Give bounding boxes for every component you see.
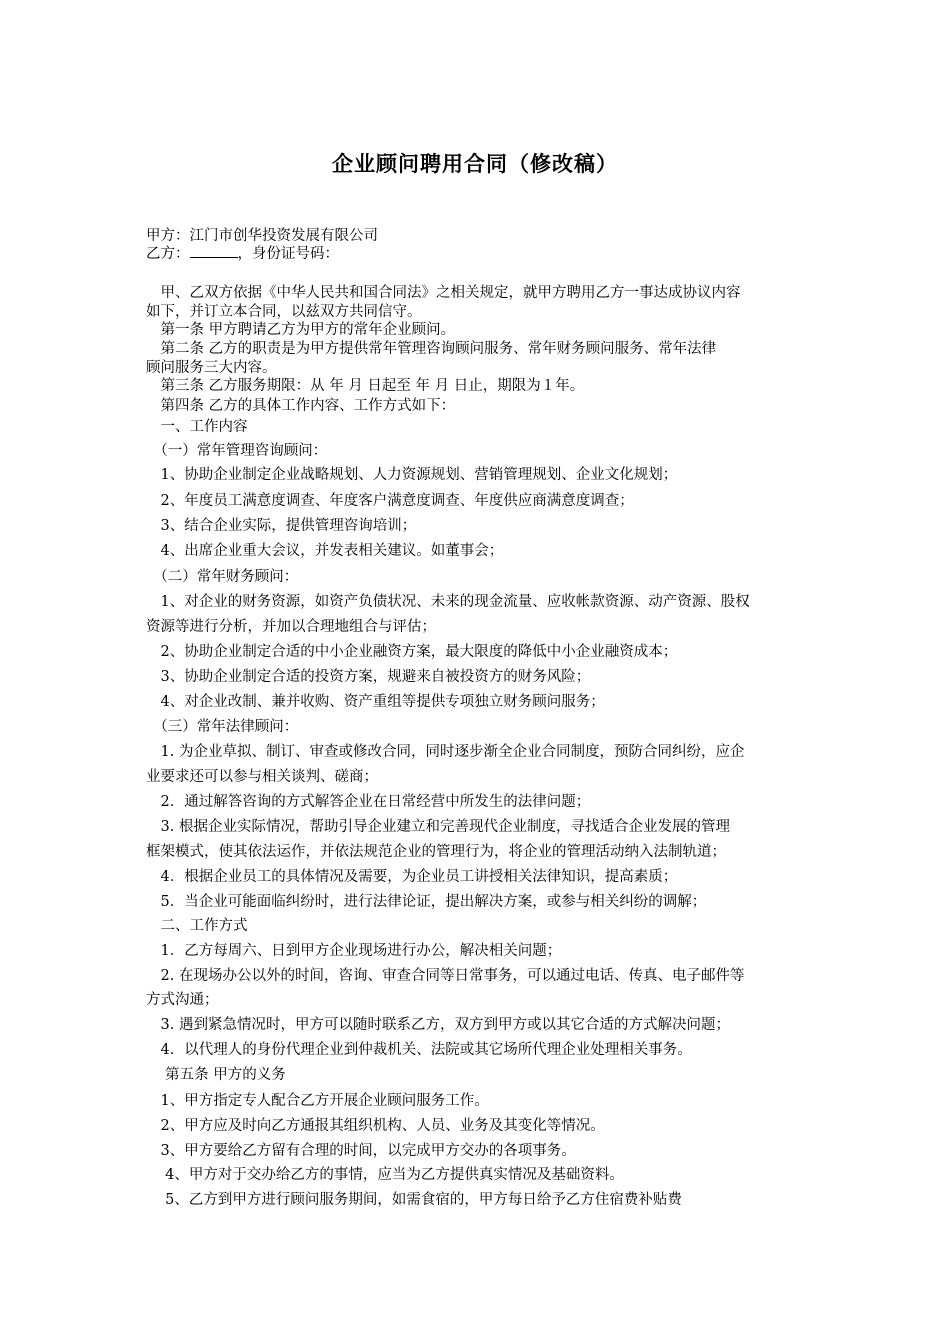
contract-line: 第五条 甲方的义务 (146, 1067, 286, 1083)
contract-line: 2、甲方应及时向乙方通报其组织机构、人员、业务及其变化等情况。 (146, 1118, 605, 1134)
contract-line: 4、甲方对于交办给乙方的事情，应当为乙方提供真实情况及基础资料。 (146, 1167, 624, 1183)
contract-line: 2. 在现场办公以外的时间，咨询、审查合同等日常事务，可以通过电话、传真、电子邮件等 (146, 968, 745, 984)
contract-line: 第三条 乙方服务期限：从 年 月 日起至 年 月 日止，期限为１年。 (146, 378, 585, 394)
contract-line: 第一条 甲方聘请乙方为甲方的常年企业顾问。 (146, 322, 456, 338)
contract-line: 1、甲方指定专人配合乙方开展企业顾问服务工作。 (146, 1093, 489, 1109)
party-b-name-blank (190, 245, 238, 258)
contract-line: 1．乙方每周六、日到甲方企业现场进行办公，解决相关问题； (146, 943, 562, 959)
contract-line: 业要求还可以参与相关谈判、磋商； (146, 769, 378, 785)
contract-line: 3. 根据企业实际情况，帮助引导企业建立和完善现代企业制度，寻找适合企业发展的管理 (146, 819, 730, 835)
party-b (146, 245, 339, 263)
contract-line: 资源等进行分析，并加以合理地组合与评估； (146, 619, 436, 635)
contract-line: 方式沟通； (146, 992, 219, 1008)
contract-line: 4．以代理人的身份代理企业到仲裁机关、法院或其它场所代理企业处理相关事务。 (146, 1042, 692, 1058)
contract-line: 2．通过解答咨询的方式解答企业在日常经营中所发生的法律问题； (146, 794, 591, 810)
contract-line: 3、甲方要给乙方留有合理的时间，以完成甲方交办的各项事务。 (146, 1143, 576, 1159)
contract-line: 顾问服务三大内容。 (146, 360, 277, 376)
contract-line: （一）常年管理咨询顾问： (146, 443, 328, 459)
contract-line: 1、对企业的财务资源，如资产负债状况、未来的现金流量、应收帐款资源、动产资源、股权 (146, 594, 750, 610)
contract-line: 4、出席企业重大会议，并发表相关建议。如董事会； (146, 543, 504, 559)
contract-line: 5、乙方到甲方进行顾问服务期间，如需食宿的，甲方每日给予乙方住宿费补贴费 (146, 1192, 682, 1208)
contract-line: 如下，并订立本合同，以兹双方共同信守。 (146, 304, 422, 320)
contract-line: 4．根据企业员工的具体情况及需要，为企业员工讲授相关法律知识，提高素质； (146, 869, 678, 885)
contract-line: 第四条 乙方的具体工作内容、工作方式如下： (146, 398, 456, 414)
party-b-label: 乙方： (146, 246, 190, 262)
contract-line: 第二条 乙方的职责是为甲方提供常年管理咨询顾问服务、常年财务顾问服务、常年法律 (146, 341, 717, 357)
party-b-id-label: ，身份证号码： (237, 246, 339, 262)
party-a: 甲方：江门市创华投资发展有限公司 (146, 228, 378, 244)
contract-line: 2、协助企业制定合适的中小企业融资方案，最大限度的降低中小企业融资成本； (146, 644, 678, 660)
contract-line: 4、对企业改制、兼并收购、资产重组等提供专项独立财务顾问服务； (146, 694, 605, 710)
contract-line: 2、年度员工满意度调查、年度客户满意度调查、年度供应商满意度调查； (146, 493, 634, 509)
contract-line: 5．当企业可能面临纠纷时，进行法律论证，提出解决方案，或参与相关纠纷的调解； (146, 894, 707, 910)
contract-line: （三）常年法律顾问： (146, 719, 299, 735)
contract-line: 一、工作内容 (146, 419, 248, 435)
contract-line: 二、工作方式 (146, 918, 248, 934)
contract-line: 1、协助企业制定企业战略规划、人力资源规划、营销管理规划、企业文化规划； (146, 467, 678, 483)
contract-line: 1. 为企业草拟、制订、审查或修改合同，同时逐步渐全企业合同制度，预防合同纠纷，应企 (146, 744, 745, 760)
contract-line: （二）常年财务顾问： (146, 569, 299, 585)
contract-line: 3、协助企业制定合适的投资方案，规避来自被投资方的财务风险； (146, 669, 591, 685)
contract-line: 3、结合企业实际，提供管理咨询培训； (146, 518, 417, 534)
contract-line: 框架模式，使其依法运作，并依法规范企业的管理行为，将企业的管理活动纳入法制轨道； (146, 844, 726, 860)
contract-line: 甲、乙双方依据《中华人民共和国合同法》之相关规定，就甲方聘用乙方一事达成协议内容 (146, 285, 741, 301)
document-title: 企业顾问聘用合同（修改稿） (332, 151, 618, 176)
contract-line: 3. 遇到紧急情况时，甲方可以随时联系乙方，双方到甲方或以其它合适的方式解决问题； (146, 1017, 730, 1033)
